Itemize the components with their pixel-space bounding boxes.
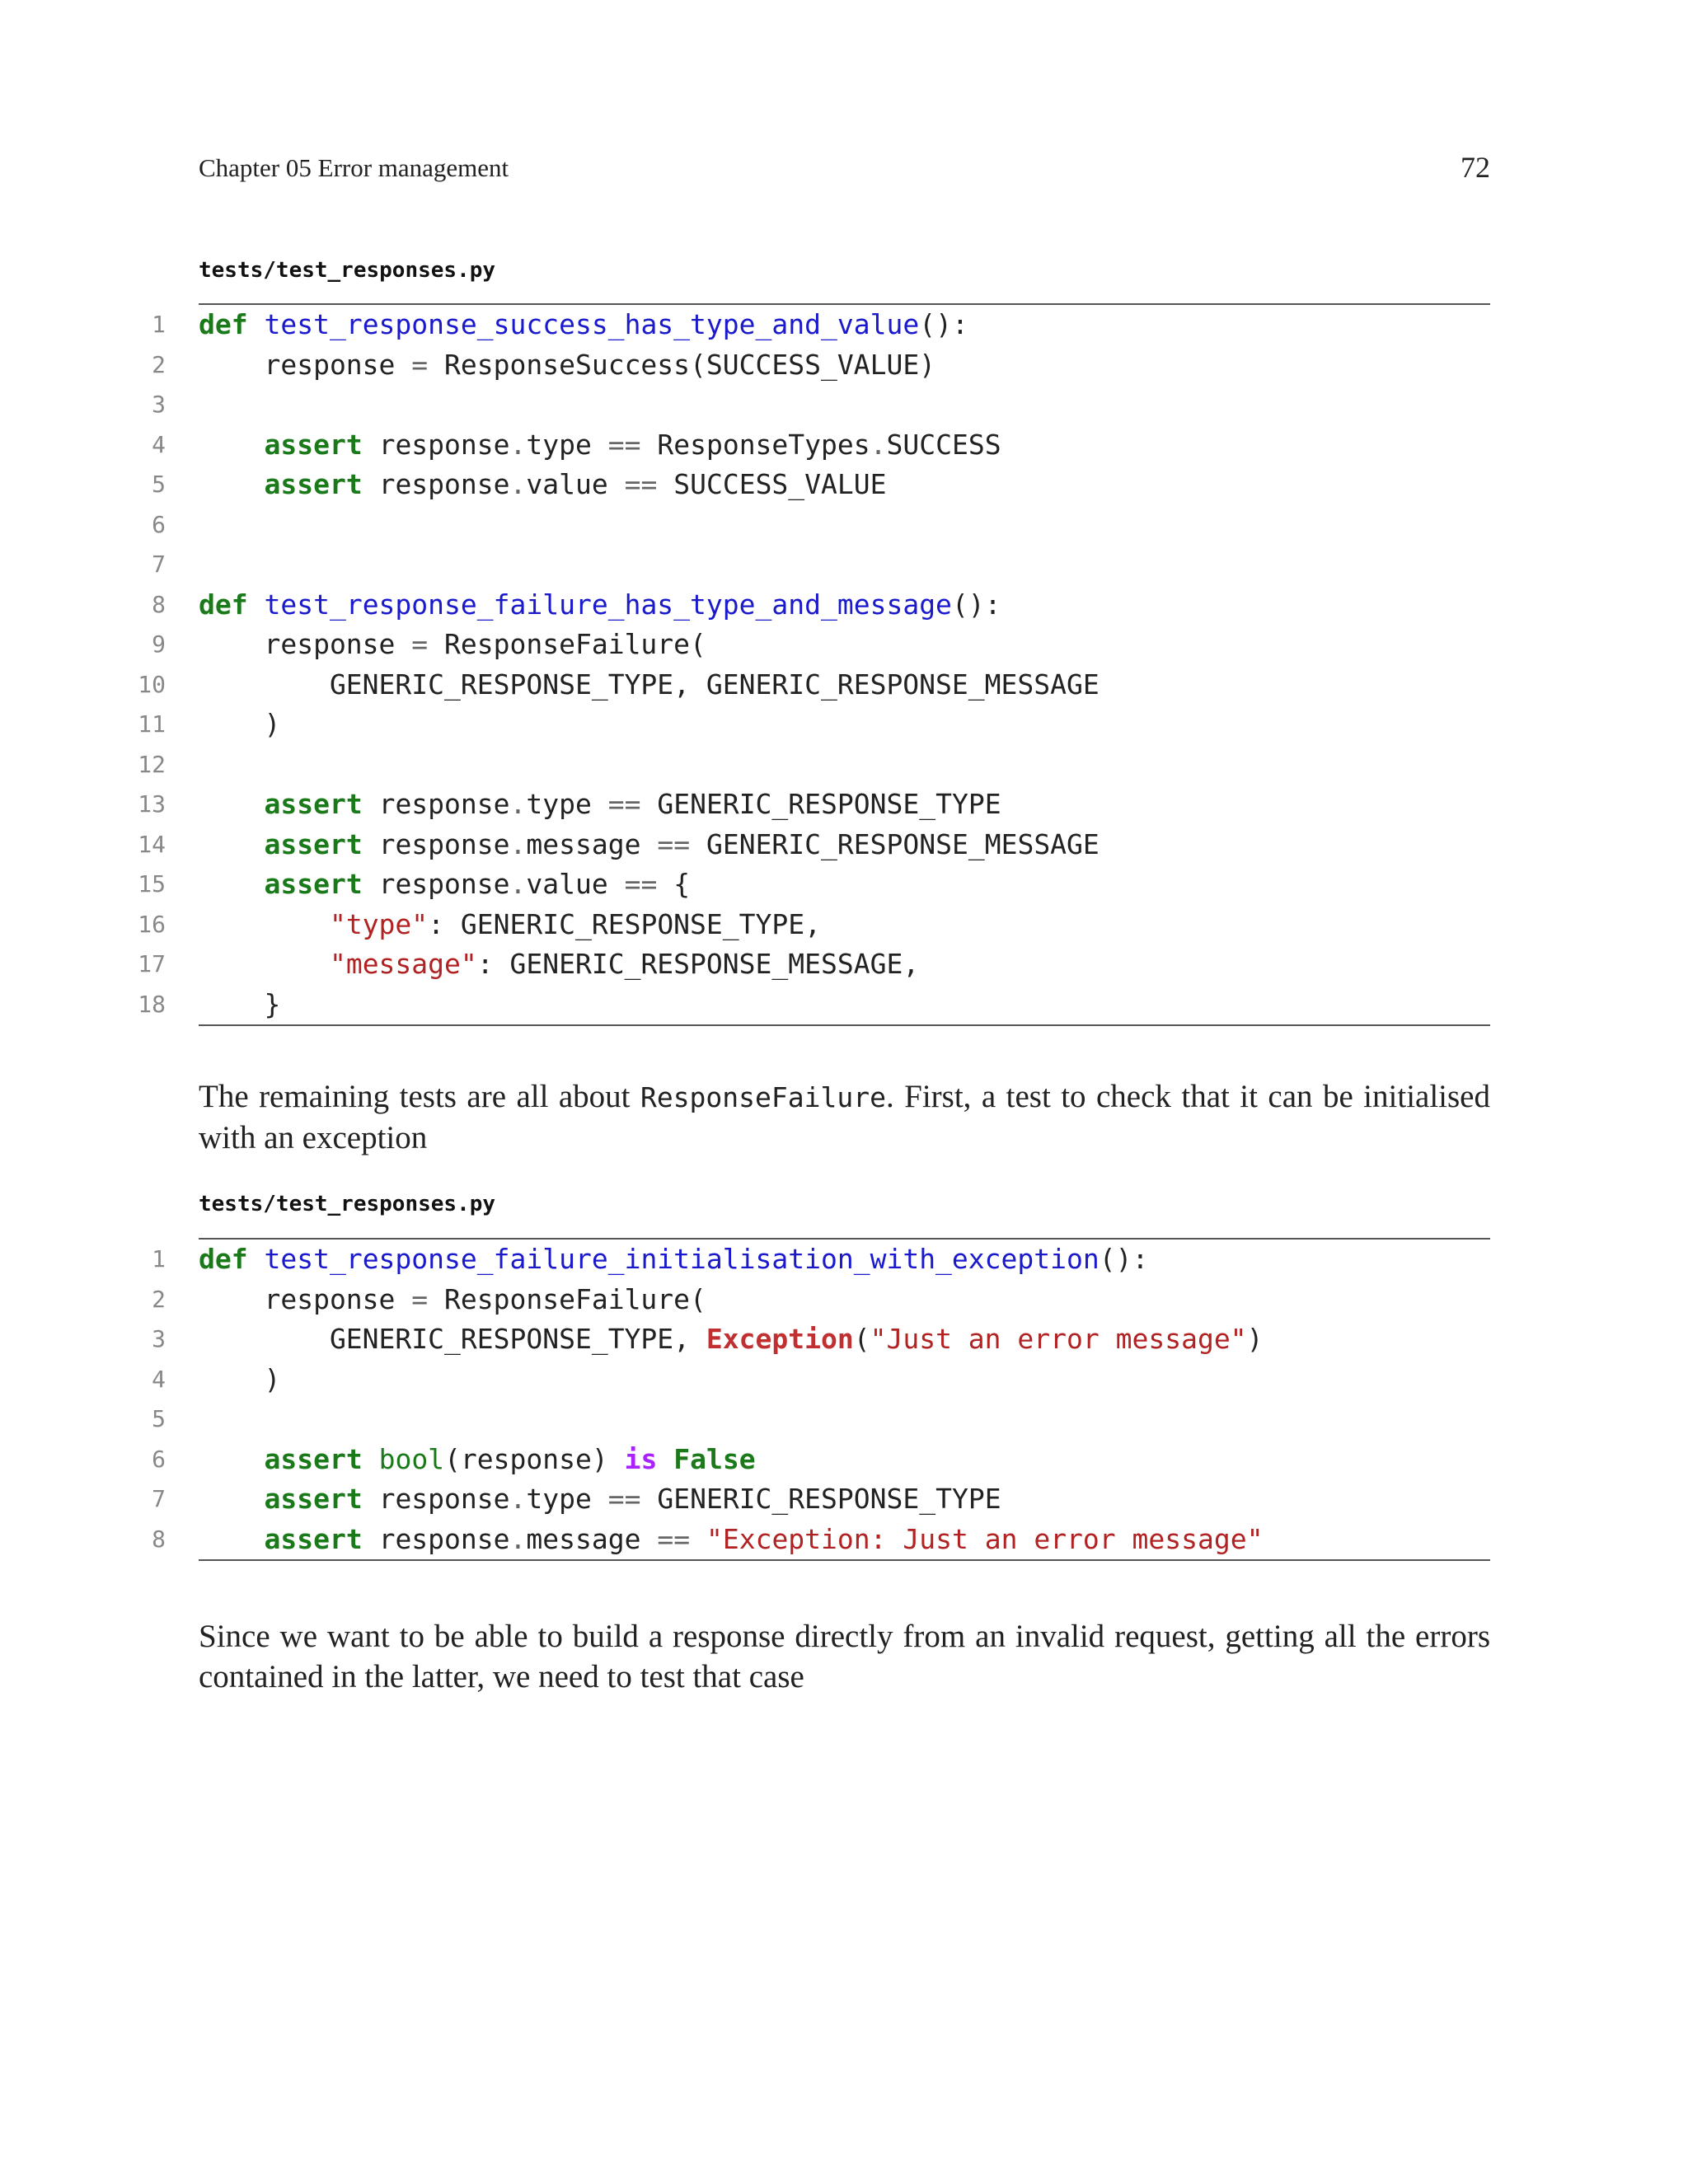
paragraph-1-after: . First, a test to check that it can be initialised with an exception [199,1079,1490,1155]
code-token: test_response_failure_initialisation_with_exception [264,1243,1100,1275]
code-token [657,1443,673,1475]
code-token: assert [264,1522,363,1555]
line-number: 13 [138,790,166,818]
code-token: ResponseFailure( [428,628,706,660]
code-token: "message" [329,948,477,980]
code-token: } [199,987,281,1020]
line-number: 6 [152,1445,166,1473]
code-text [199,944,919,985]
code-token: GENERIC_RESPONSE_TYPE [640,788,1001,820]
code-text [199,465,887,505]
code-line [152,1319,1490,1360]
code-line [152,1520,1490,1560]
code-line [138,944,1490,985]
code-token: . [509,827,527,860]
code-token: "type" [329,907,429,940]
code-token [248,1243,265,1275]
line-number: 2 [152,350,166,378]
code-text [199,1280,706,1320]
code-token: is [624,1442,658,1475]
code-text [199,585,1001,626]
code-token: ResponseTypes [640,428,870,461]
code-token: value [526,868,625,900]
line-number: 3 [152,1325,166,1352]
line-number: 16 [138,910,166,938]
code-token: type [526,428,608,461]
code-token: assert [264,827,363,860]
code-token: def [199,1243,248,1275]
code-token: Exception [706,1323,854,1355]
line-number: 7 [152,1485,166,1512]
code-token [363,1443,379,1475]
code-block-2 [152,1238,1490,1561]
line-number: 4 [152,1365,166,1393]
code-text [199,1479,1001,1520]
line-number: 5 [152,471,166,498]
code-token: def [199,308,248,340]
code-line [152,345,1490,386]
code-token [199,1483,264,1515]
code-token: : GENERIC_RESPONSE_MESSAGE, [476,948,920,980]
code-token: assert [264,1442,363,1475]
code-token: assert [264,788,363,820]
code-token: response [199,348,412,381]
code-line [152,1280,1490,1320]
code-token: == [607,428,641,461]
code-line [152,505,1490,546]
code-line [138,705,1490,745]
code-text [199,705,280,745]
code-text [199,785,1001,825]
code-token: == [657,1522,691,1555]
code-line [138,745,1490,785]
code-token [248,308,265,340]
code-token: : GENERIC_RESPONSE_TYPE, [428,907,821,940]
code-token: response [362,868,510,900]
code-token [199,948,330,980]
code-token: message [526,827,658,860]
code-line [152,1240,1490,1280]
code-token: message [526,1522,658,1555]
code-line [138,905,1490,945]
code-text [199,625,706,665]
code-line [152,1440,1490,1480]
line-number: 10 [138,670,166,698]
code-text [199,865,690,905]
line-number: 3 [152,391,166,418]
paragraph-1 [199,1076,1490,1158]
code-line [152,1479,1490,1520]
code-token: type [526,788,608,820]
code-line [138,865,1490,905]
line-number: 18 [138,990,166,1018]
code-token: assert [264,468,363,500]
code-line [152,1399,1490,1440]
code-token: assert [264,868,363,900]
code-text [199,1360,280,1400]
line-number: 6 [152,510,166,538]
code-line [152,625,1490,665]
code-token: False [673,1442,756,1475]
code-text [199,1440,756,1480]
code-token: test_response_success_has_type_and_value [264,308,920,340]
code-token: response [362,1522,510,1555]
line-number: 8 [152,1525,166,1553]
code-token: response [199,628,412,660]
code-text [199,825,1100,865]
code-line [152,385,1490,425]
code-token: SUCCESS_VALUE [657,468,887,500]
code-token: ) [1246,1323,1264,1355]
line-number: 1 [152,311,166,338]
code-token: == [657,827,691,860]
code-token: == [624,868,658,900]
code-token: (): [919,308,968,340]
code-token [199,1443,264,1475]
code-text [199,305,968,345]
line-number: 17 [138,950,166,977]
paragraph-2: Since we want to be able to build a response directly from an invalid request, getting all the errors contained in the latter, we need to test that case [199,1619,1490,1694]
line-number: 7 [152,551,166,578]
code-token: (response) [444,1442,625,1475]
code-token: ) [199,1362,281,1395]
chapter-title: Chapter 05 Error management [199,153,509,182]
inline-code-response-failure: ResponseFailure [640,1081,886,1113]
code-token: ResponseSuccess(SUCCESS_VALUE) [428,348,936,381]
code-token: response [362,788,510,820]
code-token [199,1523,264,1555]
code-token: test_response_failure_has_type_and_message [264,588,952,621]
line-number: 11 [138,710,166,738]
code-token: assert [264,1483,363,1515]
line-number: 5 [152,1405,166,1432]
code-token: assert [264,428,363,461]
code-line [138,985,1490,1025]
code-token: . [509,468,527,500]
code-text [199,345,935,386]
code-token: (): [951,588,1001,621]
code-caption-2: tests/test_responses.py [199,1192,496,1216]
code-token: response [362,428,510,461]
code-token: GENERIC_RESPONSE_TYPE [640,1483,1001,1515]
paragraph-1-before: The remaining tests are all about [199,1079,640,1114]
code-token: . [509,428,527,461]
page-header [199,153,1490,193]
code-token: . [509,1483,527,1515]
code-text [199,1319,1263,1360]
code-token: response [362,468,510,500]
code-token: ( [853,1323,870,1355]
code-token: == [624,468,658,500]
code-token: "Exception: Just an error message" [706,1522,1264,1555]
code-token [248,588,265,621]
code-token: = [411,628,429,660]
code-token: type [526,1483,608,1515]
code-text [199,665,1100,705]
code-block-1 [138,303,1490,1026]
code-token: . [509,868,527,900]
code-token: GENERIC_RESPONSE_MESSAGE [690,827,1100,860]
code-token [199,468,264,500]
code-token: "Just an error message" [870,1323,1247,1355]
code-token: value [526,468,625,500]
code-token: response [199,1282,412,1315]
line-number: 12 [138,750,166,778]
code-token: = [411,1282,429,1315]
line-number: 8 [152,590,166,618]
code-line [138,785,1490,825]
code-token: == [607,788,641,820]
code-token [199,828,264,860]
code-line [152,425,1490,466]
code-token: ) [199,708,281,740]
code-line [152,305,1490,345]
line-number: 2 [152,1285,166,1313]
page-number: 72 [1461,151,1490,184]
code-token: GENERIC_RESPONSE_TYPE, GENERIC_RESPONSE_MESSAGE [199,668,1100,701]
code-line [152,1360,1490,1400]
code-token [199,908,330,940]
code-token [199,429,264,461]
code-text [199,425,1001,466]
code-line [152,545,1490,585]
code-line [152,585,1490,626]
code-caption-1: tests/test_responses.py [199,258,496,283]
line-number: 4 [152,430,166,458]
code-token: . [509,788,527,820]
code-token: response [362,1483,510,1515]
code-token: { [657,868,691,900]
code-token: . [509,1522,527,1555]
code-token: (): [1099,1243,1149,1275]
line-number: 1 [152,1245,166,1272]
code-text [199,905,821,945]
code-token: SUCCESS [886,428,1001,461]
code-token: ResponseFailure( [428,1282,706,1315]
code-token: . [870,428,887,461]
code-line [152,465,1490,505]
code-text [199,1240,1148,1280]
code-token: def [199,588,248,621]
code-token: GENERIC_RESPONSE_TYPE, [199,1323,706,1355]
code-line [138,665,1490,705]
code-token [199,868,264,900]
code-token: = [411,348,429,381]
code-line [138,825,1490,865]
line-number: 14 [138,830,166,858]
code-token: bool [378,1442,445,1475]
line-number: 15 [138,870,166,898]
code-token [690,1523,706,1555]
code-text [199,1520,1263,1560]
code-token: == [607,1483,641,1515]
code-text [199,985,280,1025]
code-token: response [362,827,510,860]
code-token [199,788,264,820]
line-number: 9 [152,630,166,658]
